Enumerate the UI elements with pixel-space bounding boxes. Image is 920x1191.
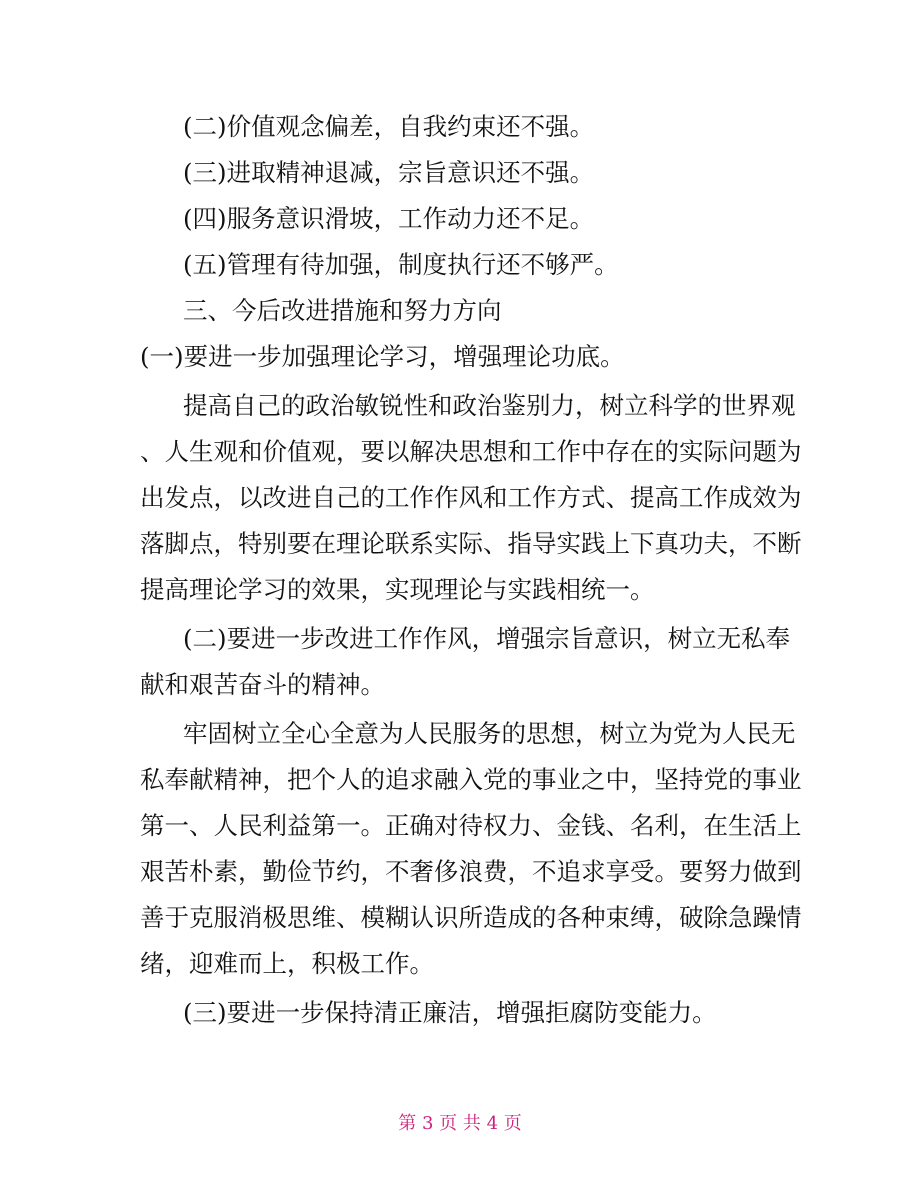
paragraph-line-1: (二)价值观念偏差，自我约束还不强。 xyxy=(183,112,595,141)
section-heading: 三、今后改进措施和努力方向 xyxy=(183,296,502,325)
paragraph-line-2: (三)进取精神退减，宗旨意识还不强。 xyxy=(183,158,595,187)
subsection-heading-2: (二)要进一步改进工作作风，增强宗旨意识，树立无私奉 xyxy=(183,624,791,653)
paragraph-line-14: 牢固树立全心全意为人民服务的思想，树立为党为人民无 xyxy=(183,719,796,748)
subsection-heading-2-cont: 献和艰苦奋斗的精神。 xyxy=(140,670,385,699)
page-number-footer: 第 3 页 共 4 页 xyxy=(398,1113,522,1134)
paragraph-line-17: 艰苦朴素，勤俭节约，不奢侈浪费，不追求享受。要努力做到 xyxy=(140,857,802,886)
paragraph-line-18: 善于克服消极思维、模糊认识所造成的各种束缚，破除急躁情 xyxy=(140,903,802,932)
subsection-heading-1: (一)要进一步加强理论学习，增强理论功底。 xyxy=(140,342,625,371)
paragraph-line-19: 绪，迎难而上，积极工作。 xyxy=(140,949,434,978)
paragraph-line-9: 出发点，以改进自己的工作作风和工作方式、提高工作成效为 xyxy=(140,483,802,512)
paragraph-line-7: 提高自己的政治敏锐性和政治鉴别力，树立科学的世界观 xyxy=(183,391,796,420)
paragraph-line-11: 提高理论学习的效果，实现理论与实践相统一。 xyxy=(140,575,655,604)
paragraph-line-3: (四)服务意识滑坡，工作动力还不足。 xyxy=(183,204,595,233)
paragraph-line-10: 落脚点，特别要在理论联系实际、指导实践上下真功夫，不断 xyxy=(140,529,802,558)
paragraph-line-4: (五)管理有待加强，制度执行还不够严。 xyxy=(183,250,619,279)
paragraph-line-8: 、人生观和价值观，要以解决思想和工作中存在的实际问题为 xyxy=(140,437,802,466)
subsection-heading-3: (三)要进一步保持清正廉洁，增强拒腐防变能力。 xyxy=(183,998,717,1027)
paragraph-line-15: 私奉献精神，把个人的追求融入党的事业之中，坚持党的事业 xyxy=(140,765,802,794)
paragraph-line-16: 第一、人民利益第一。正确对待权力、金钱、名利，在生活上 xyxy=(140,811,802,840)
